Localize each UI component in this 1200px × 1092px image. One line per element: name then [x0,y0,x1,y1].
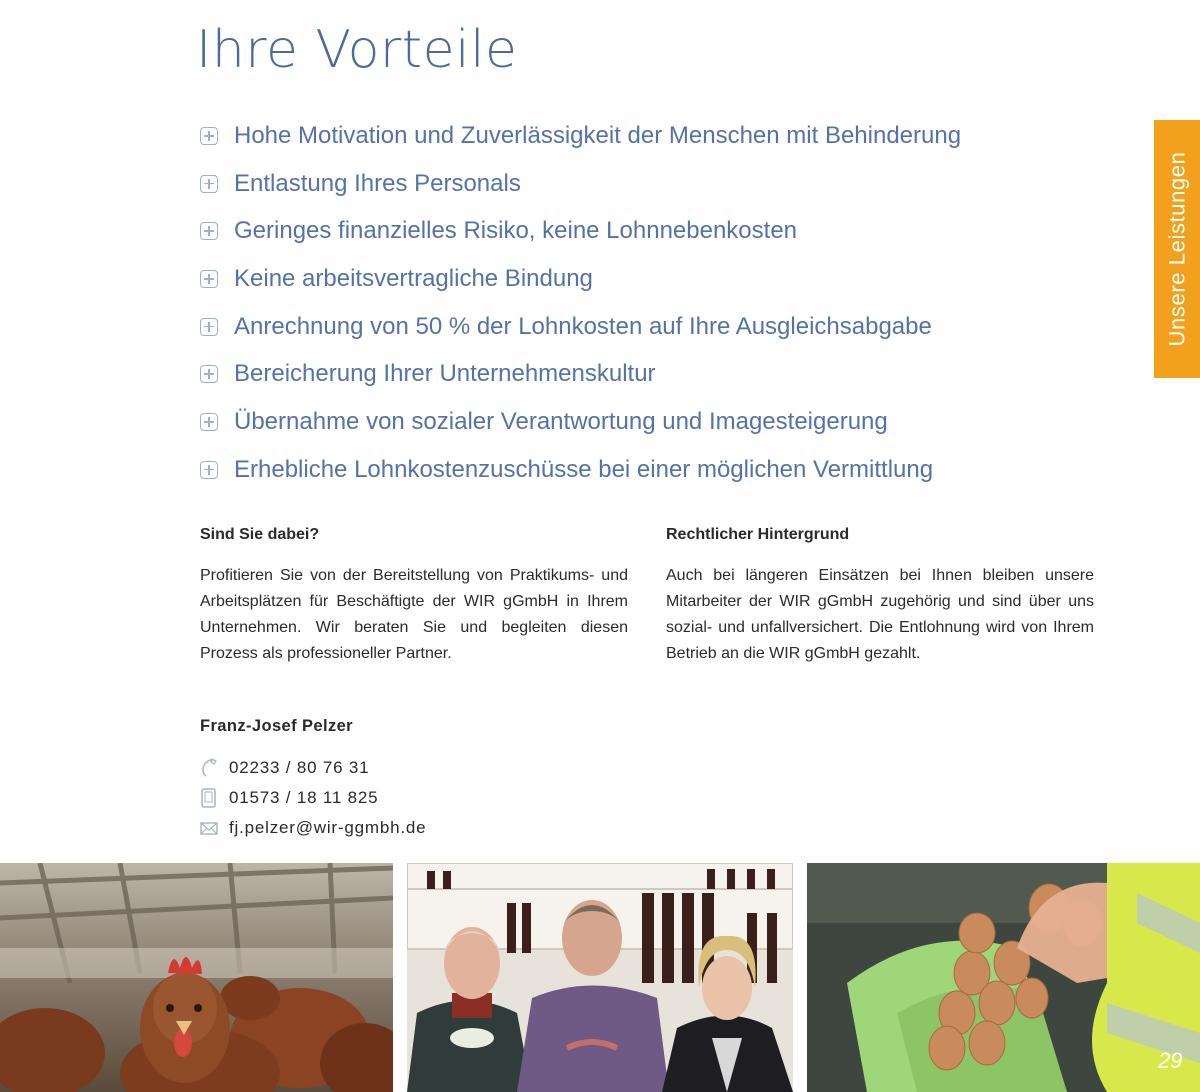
plus-box-icon [200,270,218,288]
photo-hens [0,863,393,1092]
right-column-body: Auch bei längeren Einsätzen bei Ihnen bleiben unsere Mitarbeiter der WIR gGmbH zugehörig und sind über uns sozial- und unfallversichert. Die Entlohnung wird von Ihrem Betrieb an die WIR gGmbH gezahlt. [666,567,1094,662]
plus-box-icon [200,127,218,145]
benefit-text: Erhebliche Lohnkostenzuschüsse bei einer möglichen Vermittlung [234,455,934,483]
benefit-item [200,446,961,494]
plus-box-icon [200,318,218,336]
page-title: Ihre Vorteile [196,20,518,80]
benefit-item [200,255,961,303]
benefit-text: Übernahme von sozialer Verantwortung und Imagesteigerung [234,407,888,435]
contact-email-row [200,813,426,843]
contact-phone-row [200,753,426,783]
benefit-text: Bereicherung Ihrer Unternehmenskultur [234,360,656,388]
right-column-heading: Rechtlicher Hintergrund [666,526,850,543]
left-column-body: Profitieren Sie von der Bereitstellung von Praktikums- und Arbeitsplätzen für Beschäftigte der WIR gGmbH in Ihrem Unternehmen. Wir beraten Sie und begleiten diesen Prozess als professioneller Partner. [200,567,628,662]
benefit-item [200,112,961,160]
benefit-item [200,207,961,255]
section-side-tab [1154,120,1200,378]
plus-box-icon [200,222,218,240]
left-column-heading: Sind Sie dabei? [200,526,320,543]
contact-block [200,713,426,843]
benefit-text: Entlastung Ihres Personals [234,169,521,197]
benefit-item [200,350,961,398]
contact-email[interactable]: fj.pelzer@wir-ggmbh.de [229,818,427,837]
mobile-phone-icon [200,788,218,808]
benefit-text: Hohe Motivation und Zuverlässigkeit der Menschen mit Behinderung [234,121,962,149]
contact-phone: 02233 / 80 76 31 [229,758,370,777]
benefits-list [200,112,961,494]
benefit-item [200,303,961,351]
left-column [200,522,628,667]
section-side-tab-label: Unsere Leistungen [1164,151,1190,347]
benefit-item [200,160,961,208]
contact-name: Franz-Josef Pelzer [200,717,354,735]
benefit-text: Anrechnung von 50 % der Lohnkosten auf Ihre Ausgleichsabgabe [234,312,932,340]
benefit-text: Geringes finanzielles Risiko, keine Lohnnebenkosten [234,217,798,245]
page-number: 29 [1158,1048,1183,1073]
envelope-icon [200,818,218,838]
plus-box-icon [200,175,218,193]
phone-handset-icon [200,758,218,778]
plus-box-icon [200,461,218,479]
contact-mobile: 01573 / 18 11 825 [229,788,379,807]
plus-box-icon [200,413,218,431]
benefit-item [200,398,961,446]
plus-box-icon [200,365,218,383]
benefit-text: Keine arbeitsvertragliche Bindung [234,264,593,292]
photo-people [407,863,793,1092]
photo-eggs [807,863,1200,1092]
right-column [666,522,1094,667]
contact-mobile-row [200,783,426,813]
